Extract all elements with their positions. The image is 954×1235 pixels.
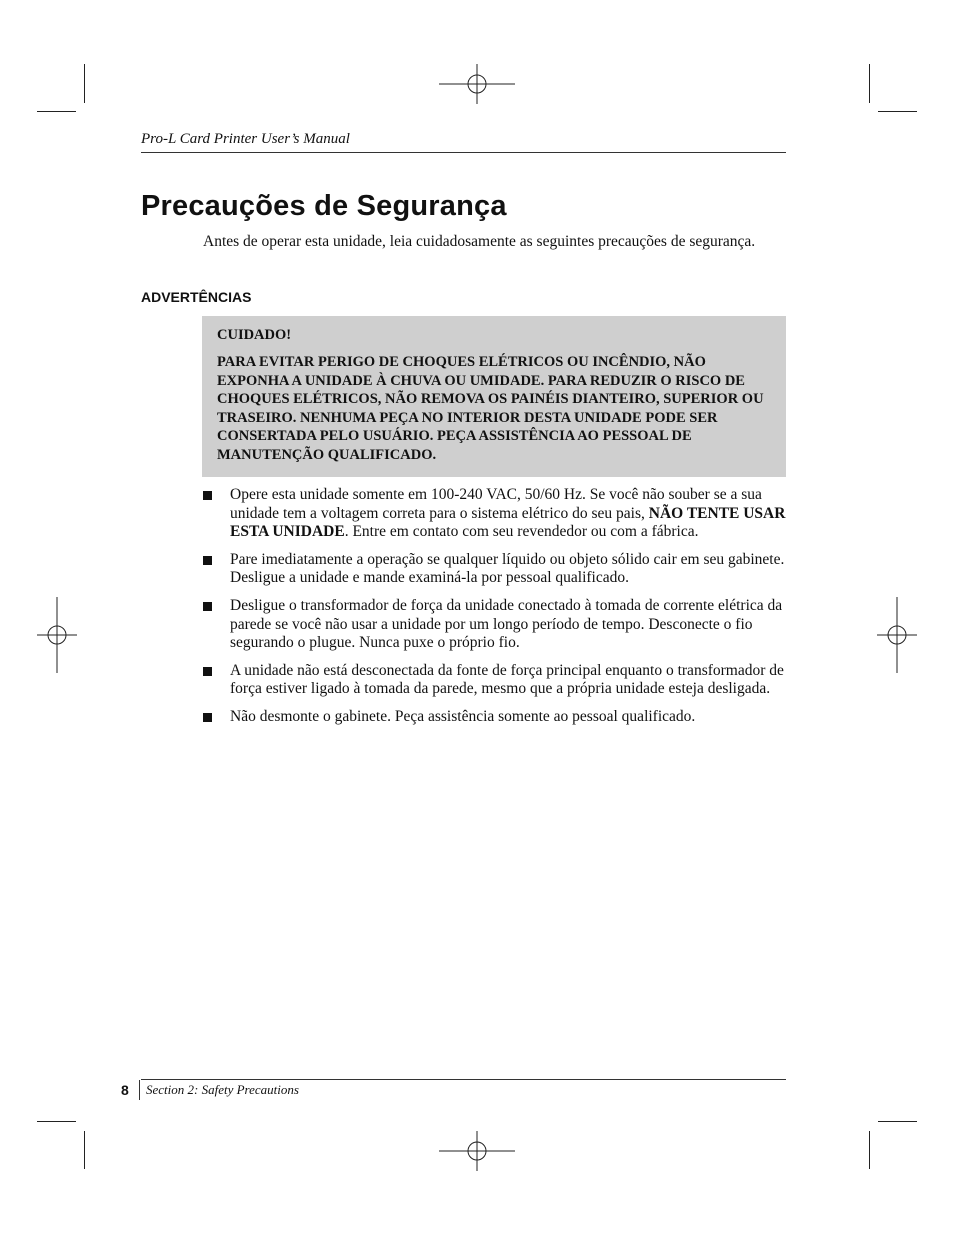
warning-text: PARA EVITAR PERIGO DE CHOQUES ELÉTRICOS OU INCÊNDIO, NÃO EXPONHA A UNIDADE À CHUVA OU UMIDADE. PARA REDUZIR O RISCO DE CHOQUES ELÉTRICOS, NÃO REMOVA OS PAINÉIS DIANTEIRO, SUPERIOR OU TRASEIRO. NENHUMA PEÇA NO INTERIOR DESTA UNIDADE PODE SER CONSERTADA PELO USUÁRIO. PEÇA ASSISTÊNCIA AO PESSOAL DE MANUTENÇÃO QUALIFICADO. [217,354,764,463]
crop-mark [869,1131,870,1169]
square-bullet-icon [203,602,212,611]
square-bullet-icon [203,713,212,722]
registration-mark-icon [439,1131,515,1171]
crop-mark [37,111,76,112]
precautions-list [203,486,786,727]
page-number: 8 [121,1082,129,1098]
crop-mark [878,111,917,112]
list-item-text: Opere esta unidade somente em 100-240 VAC, 50/60 Hz. Se você não souber se a sua unidade tem a voltagem correta para o sistema elétrico do seu pais, [230,486,762,522]
crop-mark [878,1121,917,1122]
list-item [203,597,786,653]
warning-box [202,316,786,477]
list-item [203,551,786,588]
square-bullet-icon [203,556,212,565]
warning-title: CUIDADO! [217,327,292,343]
list-item-text: Não desmonte o gabinete. Peça assistência somente ao pessoal qualificado. [230,707,696,725]
list-item-text: A unidade não está desconectada da fonte de força principal enquanto o transformador de força estiver ligado à tomada da parede, mesmo que a própria unidade esteja desligada. [230,661,784,698]
list-item-text: Desligue o transformador de força da unidade conectado à tomada de corrente elétrica da parede se você não usar a unidade por um longo período de tempo. Desconecte o fio segurando o plugue. Nunca puxe o próprio fio. [230,596,783,652]
list-item-emphasis: NÃO TENTE USAR ESTA UNIDADE [230,504,786,541]
square-bullet-icon [203,667,212,676]
page-title: Precauções de Segurança [141,190,507,222]
list-item-text: Pare imediatamente a operação se qualquer líquido ou objeto sólido cair em seu gabinete. Desligue a unidade e mande examiná-la por pessoal qualificado. [230,550,785,587]
footer-divider [139,1080,140,1100]
running-header: Pro-L Card Printer User’s Manual [141,131,786,153]
square-bullet-icon [203,491,212,500]
crop-mark [84,1131,85,1169]
list-item [203,708,786,727]
list-item-text: . Entre em contato com seu revendedor ou com a fábrica. [344,523,699,541]
running-footer [121,1079,786,1100]
list-item [203,486,786,542]
section-heading: ADVERTÊNCIAS [141,289,252,305]
crop-mark [37,1121,76,1122]
crop-mark [869,64,870,103]
intro-paragraph: Antes de operar esta unidade, leia cuidadosamente as seguintes precauções de segurança. [203,233,756,250]
list-item [203,662,786,699]
registration-mark-icon [37,597,77,673]
crop-mark [84,64,85,103]
registration-mark-icon [877,597,917,673]
footer-section-title: Section 2: Safety Precautions [146,1082,299,1097]
registration-mark-icon [439,64,515,104]
